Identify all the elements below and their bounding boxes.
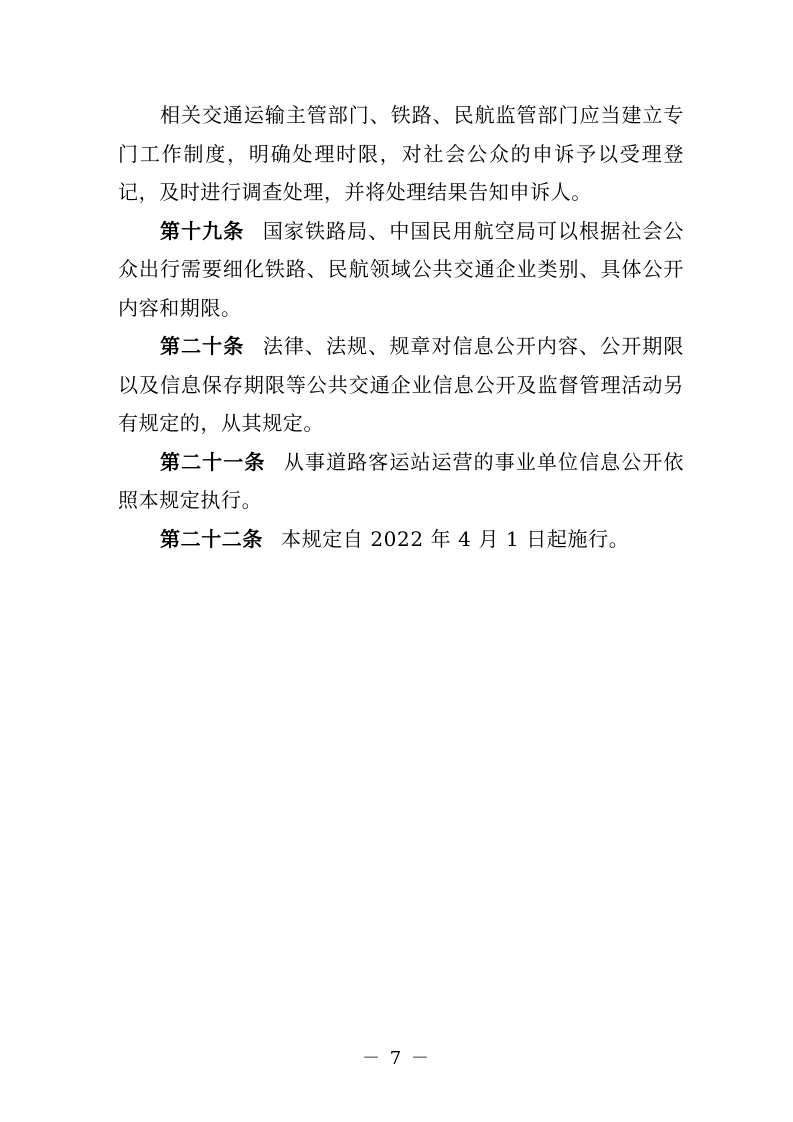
article-20 bbox=[118, 327, 684, 443]
article-heading: 第二十条 bbox=[160, 334, 245, 358]
article-21 bbox=[118, 443, 684, 520]
article-heading: 第十九条 bbox=[160, 218, 245, 243]
article-text: 法律、法规、规章对信息公开内容、公开期限以及信息保存期限等公共交通企业信息公开及监督管理活动另有规定的，从其规定。 bbox=[118, 334, 685, 435]
body-text bbox=[118, 96, 684, 558]
article-text: 国家铁路局、中国民用航空局可以根据社会公众出行需要细化铁路、民航领域公共交通企业类别、具体公开内容和期限。 bbox=[118, 218, 685, 320]
article-text: 从事道路客运站运营的事业单位信息公开依照本规定执行。 bbox=[118, 449, 684, 512]
paragraph-complaint-handling bbox=[118, 96, 684, 212]
article-22 bbox=[118, 520, 684, 559]
paragraph-text: 相关交通运输主管部门、铁路、民航监管部门应当建立专门工作制度，明确处理时限，对社会公众的申诉予以受理登记，及时进行调查处理，并将处理结果告知申诉人。 bbox=[118, 103, 684, 204]
article-heading: 第二十二条 bbox=[160, 526, 263, 551]
article-text: 本规定自 2022 年 4 月 1 日起施行。 bbox=[281, 526, 630, 551]
article-19 bbox=[118, 212, 684, 328]
page-number: － 7 － bbox=[362, 1048, 431, 1069]
article-heading: 第二十一条 bbox=[160, 449, 266, 474]
